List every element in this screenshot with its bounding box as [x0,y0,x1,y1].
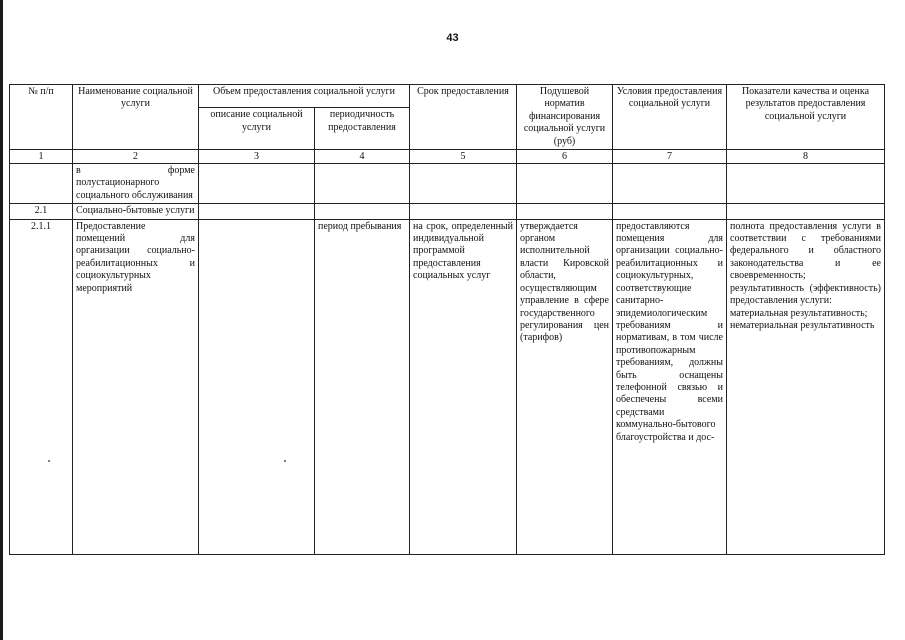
service-quality [727,219,885,554]
header-volume-group: Объем предоставления социальной услуги [199,85,410,108]
header-row [10,85,885,108]
service-description [199,219,315,554]
header-number: № п/п [10,85,73,150]
service-description [199,164,315,204]
column-number: 5 [410,150,517,164]
page-number: 43 [446,32,459,44]
social-services-table [9,84,885,555]
service-quality [727,204,885,219]
column-number: 2 [73,150,199,164]
column-number: 4 [315,150,410,164]
header-service-name: Наименование социальной услуги [73,85,199,150]
service-term [410,204,517,219]
header-description: описание социальной услуги [199,108,315,150]
header-conditions: Условия предоставления социальной услуги [613,85,727,150]
quality-line: материальная результативность; [730,307,868,319]
page-left-border [0,0,3,640]
column-number: 8 [727,150,885,164]
service-term: на срок, определенный индивидуальной программой предоставления социальных услуг [410,219,517,554]
header-quality: Показатели качества и оценка результатов предоставления социальной услуги [727,85,885,150]
header-periodicity: периодичность предоставления [315,108,410,150]
table-row [10,164,885,204]
service-term [410,164,517,204]
column-number-row [10,150,885,164]
service-periodicity [315,204,410,219]
row-number [10,164,73,204]
scan-speck [48,460,50,462]
table-row [10,204,885,219]
service-norm [517,164,613,204]
service-name: Предоставление помещений для организации социально-реабилитационных и социокультурных мероприятий [73,219,199,554]
service-conditions [613,164,727,204]
service-conditions: предоставляются помещения для организации социально-реабилитационных и социокультурных, соответствующие санитарно-эпидемиологическим требованиям и нормативам, в том числе противопожарным требованиям, должны быть оснащены телефонной связью и обеспечены всеми средствами коммунально-бытового благоустройства и дос- [613,219,727,554]
service-periodicity: период пребывания [315,219,410,554]
scan-speck [284,460,286,462]
column-number: 6 [517,150,613,164]
service-name: Социально-бытовые услуги [73,204,199,219]
column-number: 1 [10,150,73,164]
service-norm [517,204,613,219]
row-number: 2.1 [10,204,73,219]
service-quality [727,164,885,204]
header-term: Срок предоставления [410,85,517,150]
header-norm: Подушевой норматив финансирования социальной услуги (руб) [517,85,613,150]
column-number: 7 [613,150,727,164]
service-conditions [613,204,727,219]
table-row [10,219,885,554]
quality-line: полнота предоставления услуги в соответствии с требованиями федерального и областного законодательства и ее своевременность; [730,220,881,282]
service-periodicity [315,164,410,204]
service-description [199,204,315,219]
service-name: в форме полустационарного социального обслуживания [73,164,199,204]
quality-line: результативность (эффективность) предоставления услуги: [730,282,881,307]
quality-line: нематериальная результативность [730,319,875,331]
column-number: 3 [199,150,315,164]
service-norm: утверждается органом исполнительной власти Кировской области, осуществляющим управление в сфере государственного регулирования цен (тарифов) [517,219,613,554]
row-number: 2.1.1 [10,219,73,554]
